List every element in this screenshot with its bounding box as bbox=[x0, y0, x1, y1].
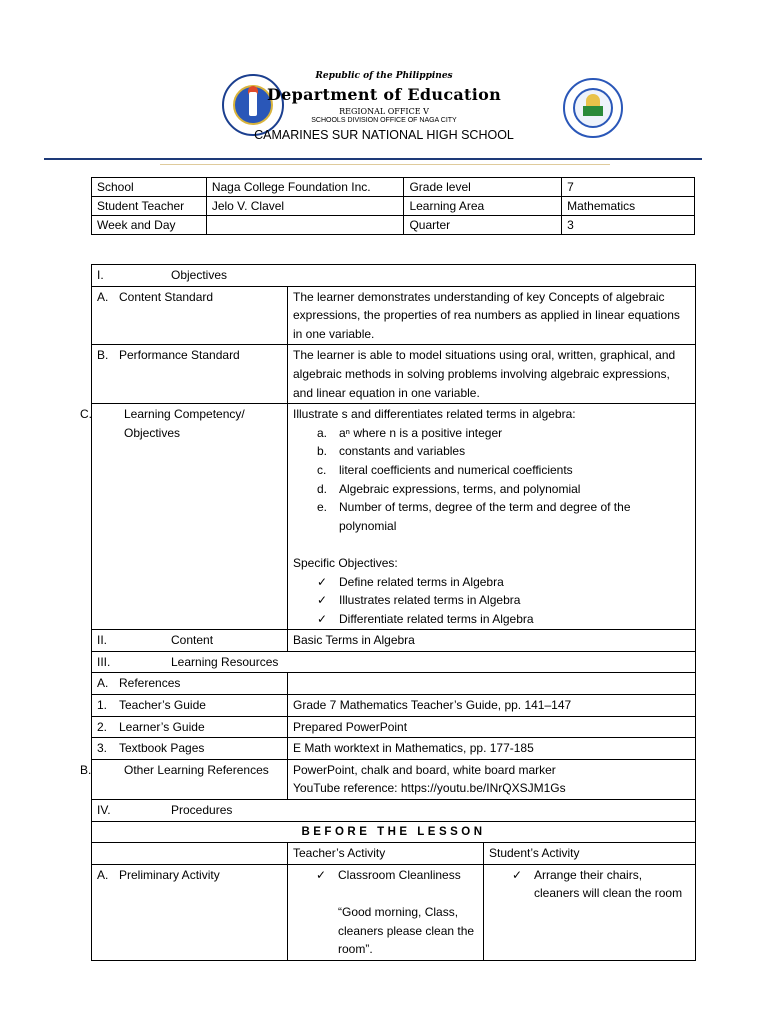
check-icon: ✓ bbox=[512, 867, 523, 882]
objectives-label: Objectives bbox=[171, 268, 228, 282]
student-activity-list bbox=[489, 866, 690, 903]
teachers-guide-text: Grade 7 Mathematics Teacher’s Guide, pp. 141–147 bbox=[288, 695, 696, 717]
list-item: a. aⁿ where n is a positive integer bbox=[317, 425, 503, 440]
content-standard-letter: A. bbox=[97, 289, 109, 304]
content-num: II. bbox=[97, 633, 108, 648]
resources-num: III. bbox=[97, 654, 111, 669]
content-text: Basic Terms in Algebra bbox=[288, 630, 696, 652]
area-value: Mathematics bbox=[562, 197, 695, 216]
grade-label: Grade level bbox=[404, 178, 562, 197]
references-letter: A. bbox=[97, 676, 109, 691]
learners-guide-text: Prepared PowerPoint bbox=[288, 716, 696, 738]
lesson-plan-table bbox=[80, 264, 696, 961]
references-row bbox=[92, 673, 696, 695]
teachers-guide-row: 1. Teacher’s Guide Grade 7 Mathematics Teacher’s Guide, pp. 141–147 bbox=[92, 695, 696, 717]
performance-standard-row bbox=[92, 345, 696, 404]
content-label: Content bbox=[171, 633, 214, 648]
department-title: Department of Education bbox=[266, 85, 502, 104]
preliminary-row: A. Preliminary Activity ✓ Classroom Cleanliness “Good morning, Class, cleaners please clean the room”. ✓ Arrange their chairs, cleaners will clean the room bbox=[92, 864, 696, 960]
school-value: Naga College Foundation Inc. bbox=[206, 178, 404, 197]
procedures-row bbox=[92, 800, 696, 822]
activity-header-row bbox=[92, 843, 696, 865]
quarter-value: 3 bbox=[562, 216, 695, 235]
resources-row bbox=[92, 651, 696, 673]
specific-objectives-label: Specific Objectives: bbox=[293, 555, 398, 570]
quarter-label: Quarter bbox=[404, 216, 562, 235]
header-divider bbox=[44, 158, 702, 160]
textbook-row: 3. Textbook Pages E Math worktext in Mathematics, pp. 177-185 bbox=[92, 738, 696, 760]
content-row bbox=[92, 630, 696, 652]
performance-standard-text: The learner is able to model situations using oral, written, graphical, and algebraic methods in solving problems involving algebraic expressions, and linear equation in one variable. bbox=[288, 345, 696, 404]
competency-label: Learning Competency/ Objectives bbox=[124, 407, 245, 440]
list-item: b. constants and variables bbox=[317, 444, 466, 459]
textbook-label: Textbook Pages bbox=[119, 741, 205, 756]
other-references-label: Other Learning References bbox=[124, 762, 269, 777]
republic-line: Republic of the Philippines bbox=[315, 71, 453, 81]
competency-list bbox=[293, 424, 690, 536]
regional-office: REGIONAL OFFICE V bbox=[339, 107, 429, 116]
preliminary-label: Preliminary Activity bbox=[119, 867, 220, 882]
week-label: Week and Day bbox=[92, 216, 207, 235]
list-item: ✓ Define related terms in Algebra bbox=[339, 573, 690, 592]
performance-standard-letter: B. bbox=[97, 348, 109, 363]
references-label: References bbox=[119, 676, 181, 691]
performance-standard-label: Performance Standard bbox=[119, 348, 240, 363]
header-divider-accent bbox=[160, 164, 610, 165]
grade-value: 7 bbox=[562, 178, 695, 197]
resources-label: Learning Resources bbox=[171, 654, 279, 669]
check-icon: ✓ bbox=[317, 574, 328, 589]
deped-seal-icon bbox=[222, 74, 284, 136]
teacher-activity-list bbox=[293, 866, 478, 885]
list-item: ✓ Illustrates related terms in Algebra bbox=[339, 591, 690, 610]
textbook-text: E Math worktext in Mathematics, pp. 177-185 bbox=[288, 738, 696, 760]
student-activity-header: Student’s Activity bbox=[484, 843, 696, 865]
other-references-row: B. Other Learning References PowerPoint, chalk and board, white board marker YouTube reference: https://youtu.be/INrQXSJM1Gs bbox=[92, 759, 696, 799]
objectives-row bbox=[92, 265, 696, 287]
list-item: c. literal coefficients and numerical coefficients bbox=[317, 462, 573, 477]
list-item: ✓ Differentiate related terms in Algebra bbox=[339, 610, 690, 629]
procedures-label: Procedures bbox=[171, 803, 233, 818]
list-item: e. Number of terms, degree of the term and degree of the polynomial bbox=[317, 500, 631, 533]
check-icon: ✓ bbox=[317, 611, 328, 626]
specific-objectives-list bbox=[293, 573, 690, 629]
list-item: ✓ Arrange their chairs, cleaners will clean the room bbox=[512, 867, 683, 901]
school-label: School bbox=[92, 178, 207, 197]
before-lesson-heading: BEFORE THE LESSON bbox=[92, 821, 696, 843]
week-value bbox=[206, 216, 404, 235]
check-icon: ✓ bbox=[316, 867, 327, 882]
before-lesson-row bbox=[92, 821, 696, 843]
competency-letter: C. bbox=[80, 407, 92, 422]
teachers-guide-label: Teacher’s Guide bbox=[119, 698, 206, 713]
content-standard-label: Content Standard bbox=[119, 289, 214, 304]
school-name: CAMARINES SUR NATIONAL HIGH SCHOOL bbox=[254, 128, 514, 142]
learners-guide-row: 2. Learner’s Guide Prepared PowerPoint bbox=[92, 716, 696, 738]
check-icon: ✓ bbox=[317, 593, 328, 608]
division-office: SCHOOLS DIVISION OFFICE OF NAGA CITY bbox=[311, 117, 457, 124]
teacher-activity-header: Teacher’s Activity bbox=[288, 843, 484, 865]
list-item: d. Algebraic expressions, terms, and polynomial bbox=[317, 481, 581, 496]
other-references-line1: PowerPoint, chalk and board, white board marker bbox=[293, 762, 556, 777]
list-item: ✓ Classroom Cleanliness bbox=[338, 866, 478, 885]
procedures-num: IV. bbox=[97, 803, 111, 818]
competency-intro: Illustrate s and differentiates related terms in algebra: bbox=[293, 407, 576, 422]
content-standard-row bbox=[92, 286, 696, 345]
teacher-value: Jelo V. Clavel bbox=[206, 197, 404, 216]
content-standard-text: The learner demonstrates understanding of key Concepts of algebraic expressions, the properties of rea numbers as applied in linear equations in one variable. bbox=[288, 286, 696, 345]
area-label: Learning Area bbox=[404, 197, 562, 216]
objectives-num: I. bbox=[97, 268, 104, 282]
teacher-label: Student Teacher bbox=[92, 197, 207, 216]
teacher-greeting: “Good morning, Class, cleaners please clean the room”. bbox=[338, 905, 475, 957]
youtube-reference: YouTube reference: https://youtu.be/INrQXSJM1Gs bbox=[293, 781, 566, 796]
competency-row bbox=[92, 404, 696, 630]
school-info-table bbox=[91, 177, 695, 235]
learners-guide-label: Learner’s Guide bbox=[119, 719, 205, 734]
